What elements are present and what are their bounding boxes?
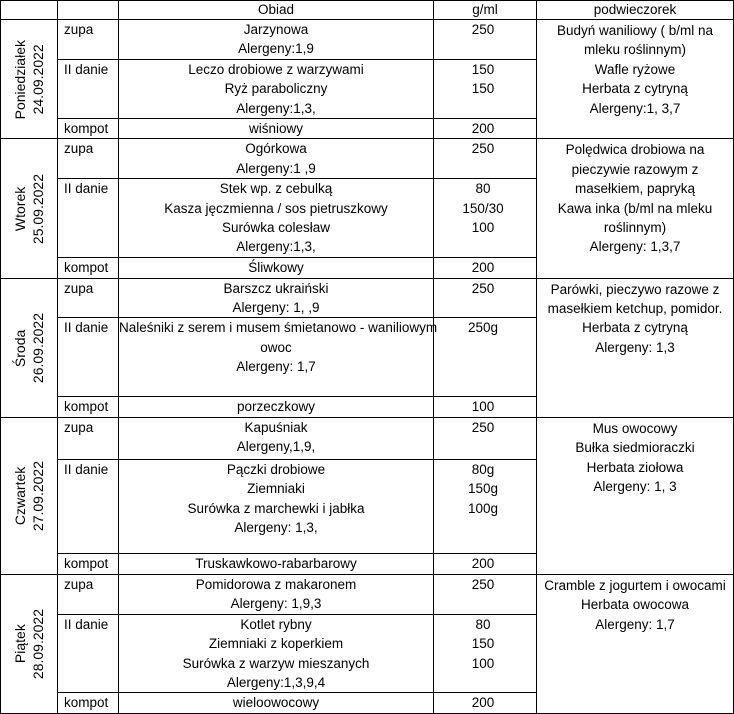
meal-type-kompot: kompot: [58, 397, 119, 417]
meal-type-kompot: kompot: [58, 119, 119, 139]
dish-line: Leczo drobiowe z warzywami: [188, 61, 364, 77]
day-label: [11, 40, 47, 119]
zupa-dish: [119, 278, 434, 318]
dish-line: Barszcz ukraiński: [223, 280, 329, 296]
podwieczorek-cell: [537, 20, 734, 139]
day-name: Czwartek: [12, 466, 28, 526]
dish-line: owoc: [260, 339, 292, 355]
dish-line: Alergeny:1,9: [238, 41, 314, 57]
meal-type-danie: II danie: [58, 459, 119, 553]
zupa-grams: [434, 139, 537, 179]
kompot-grams: 200: [434, 693, 537, 713]
day-label: [11, 313, 47, 383]
kompot-name: Śliwkowy: [119, 258, 434, 278]
meal-type-danie: II danie: [58, 179, 119, 258]
gram-line: 100: [471, 655, 495, 671]
dish-line: Alergeny,1,9,: [236, 439, 316, 455]
zupa-grams: [434, 278, 537, 318]
podwieczorek-cell: [537, 139, 734, 278]
dish-line: Surówka z marchewki i jabłka: [187, 500, 365, 516]
dish-line: Surówka z warzyw mieszanych: [182, 655, 370, 671]
header-gml: g/ml: [434, 1, 537, 20]
header-empty-type: [58, 1, 119, 20]
meal-type-danie: II danie: [58, 318, 119, 397]
dish-line: Ogórkowa: [245, 141, 307, 157]
gram-line: 100: [471, 220, 495, 236]
kompot-name: porzeczkowy: [119, 397, 434, 417]
gram-line: 250: [471, 141, 495, 157]
gram-line: 80: [475, 616, 491, 632]
gram-line: 150/30: [462, 200, 504, 216]
meal-type-kompot: kompot: [58, 693, 119, 713]
snack-line: Alergeny:1, 3,7: [589, 100, 681, 116]
header-empty-day: [1, 1, 58, 20]
dish-line: Ziemniaki: [247, 481, 305, 497]
snack-line: Herbata owocowa: [580, 597, 690, 613]
gram-line: 150: [471, 61, 495, 77]
gram-line: 250: [471, 576, 495, 592]
zupa-grams: [434, 20, 537, 60]
snack-line: Alergeny: 1,3,7: [589, 239, 681, 255]
day-label: [11, 461, 47, 531]
dish-line: Alergeny:1,3,: [236, 100, 316, 116]
kompot-name: wiśniowy: [119, 119, 434, 139]
day-name: Piątek: [12, 624, 28, 664]
day-date: 28.09.2022: [30, 608, 46, 679]
day-cell: [1, 20, 58, 139]
gram-line: 100g: [467, 500, 499, 516]
gram-line: 150: [471, 636, 495, 652]
meal-type-zupa: zupa: [58, 20, 119, 60]
gram-line: 150g: [467, 481, 499, 497]
danie-grams: [434, 179, 537, 258]
meal-type-zupa: zupa: [58, 278, 119, 318]
meal-type-zupa: zupa: [58, 574, 119, 614]
meal-type-danie: II danie: [58, 614, 119, 693]
snack-line: Budyń waniliowy ( b/ml na mleku roślinnym): [556, 23, 714, 58]
zupa-dish: [119, 20, 434, 60]
gram-line: 150: [471, 81, 495, 97]
meal-type-danie: II danie: [58, 59, 119, 118]
snack-line: Cramble z jogurtem i owocami: [544, 577, 726, 593]
meal-type-zupa: zupa: [58, 417, 119, 459]
danie-dish: [119, 459, 434, 553]
dish-line: Kapuśniak: [244, 419, 308, 435]
menu-body: [1, 20, 734, 714]
snack-line: Parówki, pieczywo razowe z masełkiem ketchup, pomidor. Herbata z cytryną: [547, 281, 723, 336]
dish-line: Stek wp. z cebulką: [219, 181, 333, 197]
dish-line: Alergeny:1,3,: [236, 239, 316, 255]
day-label: [11, 609, 47, 679]
kompot-name: Truskawkowo-rabarbarowy: [119, 553, 434, 574]
day-name: Wtorek: [12, 186, 28, 231]
dish-line: Naleśniki z serem i musem śmietanowo - waniliowym: [119, 320, 438, 336]
dish-line: Jarzynowa: [243, 22, 309, 37]
kompot-grams: 200: [434, 553, 537, 574]
zupa-row: [1, 139, 734, 179]
dish-line: Alergeny:1 ,9: [236, 160, 316, 176]
dish-line: Alergeny:1,3,9,4: [226, 674, 326, 690]
kompot-grams: 200: [434, 258, 537, 278]
day-cell: [1, 417, 58, 574]
dish-line: Alergeny: 1,3,: [234, 520, 318, 536]
snack-line: Bułka siedmioraczki: [575, 440, 695, 456]
zupa-row: [1, 417, 734, 459]
podwieczorek-cell: [537, 278, 734, 417]
gram-line: 250: [471, 419, 495, 435]
day-date: 25.09.2022: [30, 173, 46, 244]
meal-type-zupa: zupa: [58, 139, 119, 179]
kompot-grams: 200: [434, 119, 537, 139]
day-cell: [1, 574, 58, 713]
zupa-row: [1, 574, 734, 614]
podwieczorek-cell: [537, 574, 734, 713]
dish-line: Pączki drobiowe: [226, 461, 326, 477]
gram-line: 250: [471, 280, 495, 296]
zupa-row: [1, 278, 734, 318]
zupa-grams: [434, 417, 537, 459]
snack-line: Herbata ziołowa: [586, 459, 684, 475]
snack-line: Kawa inka (b/ml na mleku roślinnym): [557, 200, 713, 236]
header-podwieczorek: podwieczorek: [537, 1, 734, 20]
danie-grams: [434, 318, 537, 397]
dish-line: Ziemniaki z koperkiem: [208, 636, 344, 652]
dish-line: Ryż paraboliczny: [224, 81, 328, 97]
meal-type-kompot: kompot: [58, 258, 119, 278]
day-name: Poniedziałek: [12, 39, 28, 119]
gram-line: 250g: [467, 320, 499, 336]
dish-line: Pomidorowa z makaronem: [195, 576, 357, 592]
snack-line: Alergeny: 1,7: [595, 616, 675, 632]
snack-line: Mus owocowy: [592, 420, 678, 436]
dish-line: Surówka colesław: [221, 220, 331, 236]
zupa-dish: [119, 574, 434, 614]
snack-line: Alergeny: 1,3: [595, 339, 675, 355]
header-obiad: Obiad: [119, 1, 434, 20]
kompot-name: wieloowocowy: [119, 693, 434, 713]
dish-line: Alergeny: 1,9,3: [230, 596, 322, 612]
day-label: [11, 174, 47, 244]
snack-line: Wafle ryżowe: [594, 61, 676, 77]
danie-dish: [119, 179, 434, 258]
snack-line: Polędwica drobiowa na pieczywie razowym z masełkiem, papryką: [565, 142, 705, 197]
snack-line: Herbata z cytryną: [582, 81, 688, 97]
dish-line: Kotlet rybny: [240, 616, 312, 632]
gram-line: 250: [471, 22, 495, 37]
gram-line: 80: [475, 181, 491, 197]
danie-grams: [434, 459, 537, 553]
gram-line: 80g: [471, 461, 495, 477]
day-cell: [1, 278, 58, 417]
header-row: [1, 1, 734, 20]
day-cell: [1, 139, 58, 278]
day-date: 24.09.2022: [30, 44, 46, 115]
day-date: 26.09.2022: [30, 312, 46, 383]
kompot-grams: 100: [434, 397, 537, 417]
dish-line: Alergeny: 1,7: [236, 359, 316, 375]
zupa-grams: [434, 574, 537, 614]
dish-line: Alergeny: 1, ,9: [232, 300, 320, 316]
day-name: Środa: [12, 329, 28, 367]
danie-dish: [119, 59, 434, 118]
danie-grams: [434, 59, 537, 118]
zupa-dish: [119, 139, 434, 179]
podwieczorek-cell: [537, 417, 734, 574]
day-date: 27.09.2022: [30, 460, 46, 531]
zupa-dish: [119, 417, 434, 459]
dish-line: Kasza jęczmienna / sos pietruszkowy: [164, 200, 388, 216]
snack-line: Alergeny: 1, 3: [593, 479, 677, 495]
meal-type-kompot: kompot: [58, 553, 119, 574]
danie-dish: [119, 614, 434, 693]
zupa-row: [1, 20, 734, 60]
danie-dish: [119, 318, 438, 397]
danie-grams: [434, 614, 537, 693]
